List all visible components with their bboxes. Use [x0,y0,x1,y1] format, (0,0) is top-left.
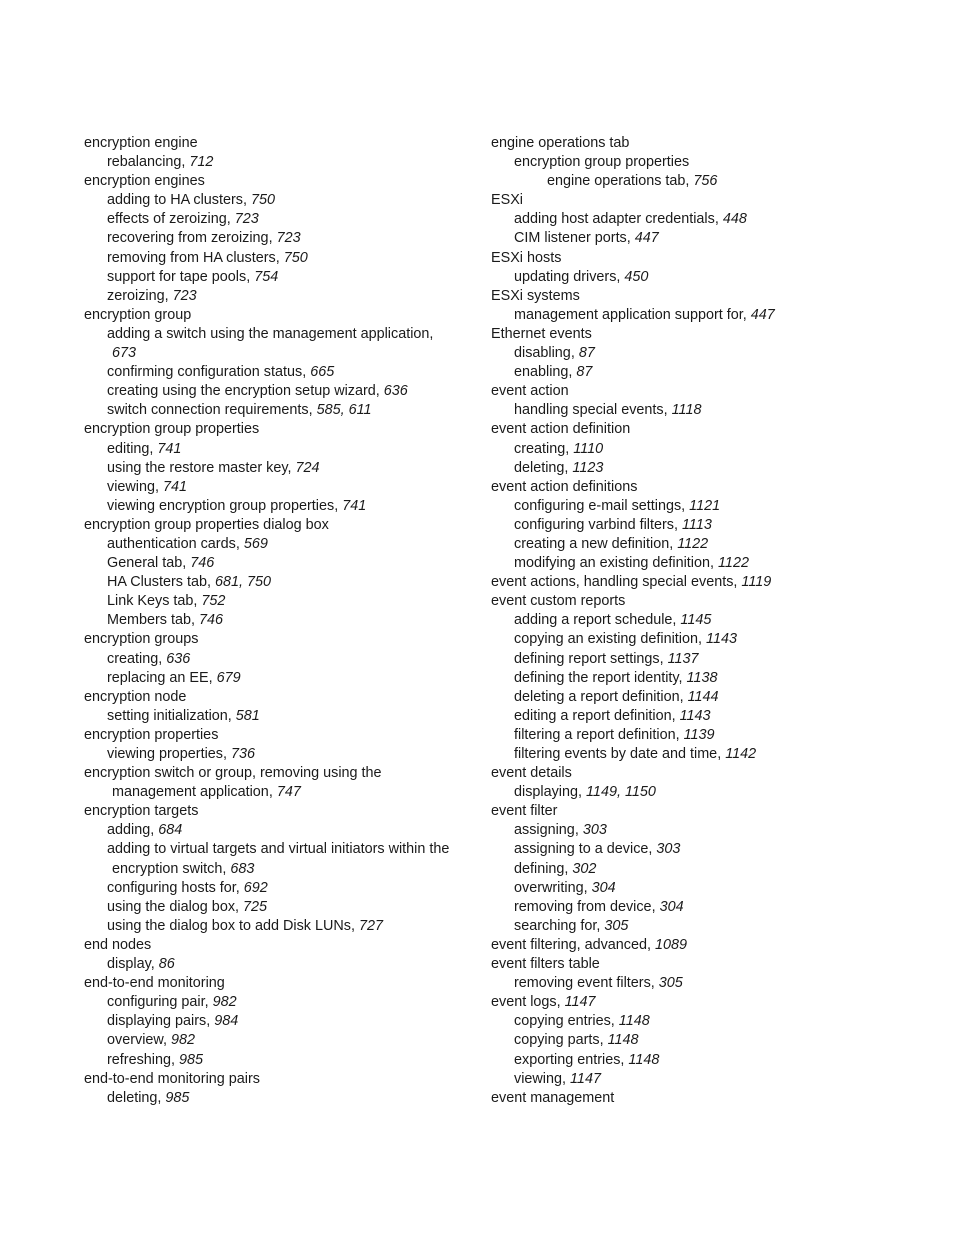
page-reference: 1149, 1150 [586,784,656,801]
page-reference: 736 [230,746,255,762]
page-reference: 87 [576,364,593,381]
index-entry [491,325,911,344]
index-entry: event actions, handling special events, 1119 [491,574,772,591]
index-entry: handling special events, 1118 [514,402,702,419]
index-term: viewing [107,478,155,495]
index-entry: CIM listener ports, 447 [514,230,659,247]
index-entry [491,191,911,210]
page-reference: 1123 [572,459,604,476]
index-term: using the dialog box to add Disk LUNs [107,917,351,934]
index-entry [84,325,474,344]
page-reference: 305 [604,917,629,934]
index-term: ESXi systems [491,287,580,304]
page-reference: 756 [693,173,718,190]
index-entry: Members tab, 746 [107,612,223,629]
index-entry [84,306,474,325]
index-term: recovering from zeroizing [107,230,269,247]
index-term: encryption engine [84,135,198,151]
index-entry: setting initialization, 581 [107,707,260,724]
index-entry [491,955,911,974]
page-reference: 448 [722,211,747,228]
index-entry [491,153,911,172]
index-entry: defining, 302 [514,860,597,877]
index-entry: refreshing, 985 [107,1051,204,1068]
index-term: configuring e-mail settings [514,497,682,514]
index-entry [84,936,474,955]
page-reference: 302 [572,860,597,877]
index-term: event filtering, advanced [491,936,647,953]
index-term: replacing an EE [107,669,209,686]
index-term: event filter [491,803,558,820]
page-reference: 1119 [741,574,772,591]
index-entry: removing event filters, 305 [514,975,683,992]
index-term: display [107,956,151,973]
page-reference: 741 [342,497,367,514]
index-entry: encryption switch, 683 [112,860,255,877]
index-term: setting initialization [107,707,228,724]
index-term: using the dialog box [107,898,236,915]
page-reference: 692 [243,879,268,896]
page-reference: 754 [254,268,279,285]
index-entry [84,420,474,439]
index-entry [84,134,474,153]
index-term: encryption engines [84,173,205,190]
index-term: viewing [514,1070,562,1087]
index-term: creating [514,440,566,457]
index-entry [491,764,911,783]
index-entry: deleting, 1123 [514,459,604,476]
index-entry: rebalancing, 712 [107,154,214,171]
index-entry: displaying, 1149, 1150 [514,784,656,801]
page-reference: 723 [172,287,197,304]
index-entry: assigning, 303 [514,822,607,839]
index-term: HA Clusters tab [107,574,207,591]
index-term: searching for [514,917,597,934]
page-reference: 1148 [607,1032,639,1049]
page-reference: 1148 [628,1051,660,1068]
index-term: adding to virtual targets and virtual initiators within the [107,841,450,858]
page-reference: 741 [157,440,182,457]
index-entry: creating a new definition, 1122 [514,535,709,552]
index-term: end nodes [84,936,152,953]
index-entry [491,134,911,153]
index-term: disabling [514,345,571,362]
index-term: copying an existing definition [514,631,699,648]
index-entry [84,1070,474,1089]
page-reference: 304 [659,898,684,915]
page-reference: 750 [283,249,308,266]
index-term: authentication cards [107,535,236,552]
index-term: zeroizing [107,287,165,304]
index-entry: copying parts, 1148 [514,1032,639,1049]
index-entry: configuring varbind filters, 1113 [514,516,712,533]
page-reference: 1142 [725,746,757,762]
page-reference: 303 [656,841,681,858]
page-reference: 665 [310,364,335,381]
index-term: event actions, handling special events [491,574,734,591]
index-entry [84,344,474,363]
index-term: configuring varbind filters [514,516,674,533]
index-term: management application [112,784,269,801]
index-term: encryption properties [84,726,219,743]
index-entry: event logs, 1147 [491,994,596,1011]
page-reference: 746 [198,612,223,629]
index-term: adding [107,822,151,839]
index-entry: display, 86 [107,956,175,973]
index-term: refreshing [107,1051,171,1068]
page-reference: 1143 [679,707,711,724]
index-entry: management application, 747 [112,784,301,801]
index-entry: updating drivers, 450 [514,268,649,285]
index-term: editing a report definition [514,707,672,724]
index-entry: copying an existing definition, 1143 [514,631,737,648]
index-term: defining the report identity [514,669,679,686]
page-reference: 1147 [564,994,596,1011]
index-entry: enabling, 87 [514,364,593,381]
page-reference: 984 [214,1013,239,1030]
page-reference: 1089 [655,936,688,953]
index-term: using the restore master key [107,459,288,476]
index-entry: confirming configuration status, 665 [107,364,335,381]
index-term: overwriting [514,879,584,896]
index-term: ESXi hosts [491,249,562,266]
index-term: encryption group [84,306,192,323]
index-entry: using the restore master key, 724 [107,459,320,476]
index-entry: using the dialog box, 725 [107,898,268,915]
index-term: enabling [514,364,569,381]
index-entry: defining the report identity, 1138 [514,669,718,686]
index-entry: overview, 982 [107,1032,196,1049]
page-reference: 723 [276,230,301,247]
page-reference: 636 [166,650,191,667]
index-term: displaying pairs [107,1013,207,1030]
index-term: end-to-end monitoring pairs [84,1070,260,1087]
index-entry: recovering from zeroizing, 723 [107,230,301,247]
page-reference: 712 [189,154,214,171]
index-entry: modifying an existing definition, 1122 [514,555,749,572]
index-term: viewing encryption group properties [107,497,335,514]
index-term: creating a new definition [514,535,670,552]
page-reference: 1138 [686,669,718,686]
index-entry: disabling, 87 [514,345,595,362]
page-reference: 982 [171,1032,196,1049]
index-term: encryption switch [112,860,223,877]
index-entry [84,172,474,191]
index-term: encryption group properties dialog box [84,516,329,533]
page-reference: 1147 [570,1070,601,1087]
page-reference: 1113 [681,516,712,533]
page-reference: 1148 [618,1013,650,1030]
index-term: CIM listener ports [514,230,627,247]
page-reference: 1122 [718,555,749,572]
index-term: deleting [514,459,565,476]
index-term: event action [491,383,569,400]
index-entry [84,726,474,745]
index-entry: Link Keys tab, 752 [107,593,226,610]
page-reference: 1122 [677,535,709,552]
index-term: encryption targets [84,803,199,820]
index-entry: assigning to a device, 303 [514,841,681,858]
page-reference: 581 [235,707,260,724]
index-term: engine operations tab [491,135,630,151]
index-term: support for tape pools [107,268,247,285]
index-term: event action definitions [491,478,638,495]
index-term: configuring hosts for [107,879,236,896]
index-entry: editing, 741 [107,440,182,457]
index-entry: exporting entries, 1148 [514,1051,660,1068]
index-term: Ethernet events [491,325,592,342]
index-term: management application support for [514,306,743,323]
index-entry: copying entries, 1148 [514,1013,650,1030]
index-entry [491,592,911,611]
index-entry: filtering a report definition, 1139 [514,726,715,743]
index-entry: displaying pairs, 984 [107,1013,239,1030]
index-entry [84,630,474,649]
index-entry: HA Clusters tab, 681, 750 [107,574,272,591]
index-entry: effects of zeroizing, 723 [107,211,259,228]
page-reference: 447 [634,230,659,247]
index-entry: configuring hosts for, 692 [107,879,268,896]
page-reference: 725 [243,898,268,915]
index-term: removing from device [514,898,652,915]
index-term: encryption group properties [84,421,260,438]
index-entry: replacing an EE, 679 [107,669,241,686]
page-reference: 1145 [680,612,712,629]
page-reference: 304 [591,879,616,896]
index-entry: deleting, 985 [107,1089,190,1106]
page-reference: 746 [190,555,215,572]
index-entry [491,802,911,821]
index-entry: editing a report definition, 1143 [514,707,711,724]
page-reference: 303 [582,822,607,839]
page-reference: 741 [163,478,188,495]
index-column-left [84,134,474,1108]
index-term: confirming configuration status [107,364,303,381]
index-entry [84,802,474,821]
index-entry: viewing properties, 736 [107,746,255,762]
index-term: copying entries [514,1013,611,1030]
page-reference: 1121 [689,497,721,514]
index-entry: adding to HA clusters, 750 [107,192,276,209]
index-term: viewing properties [107,746,223,762]
index-term: switch connection requirements [107,402,309,419]
index-term: event management [491,1089,615,1106]
index-entry: removing from device, 304 [514,898,684,915]
index-entry: zeroizing, 723 [107,287,197,304]
index-term: adding a switch using the management application, [107,325,434,342]
index-entry: creating, 1110 [514,440,604,457]
page-reference: 86 [158,956,175,973]
index-entry: filtering events by date and time, 1142 [514,746,757,762]
index-term: rebalancing [107,154,182,171]
index-term: ESXi [491,192,523,209]
page-reference: 636 [383,383,408,400]
page-reference: 450 [624,268,649,285]
index-entry: viewing encryption group properties, 741 [107,497,367,514]
index-term: copying parts [514,1032,600,1049]
index-term: General tab [107,555,183,572]
index-term: encryption switch or group, removing using the [84,765,382,782]
page-reference: 1143 [706,631,737,648]
page-reference: 673 [112,345,137,362]
index-term: removing event filters [514,975,651,992]
page-reference: 1118 [671,402,702,419]
index-term: modifying an existing definition [514,555,710,572]
page-reference: 723 [234,211,259,228]
index-term: adding a report schedule [514,612,673,629]
index-entry: viewing, 741 [107,478,188,495]
index-entry [491,1089,911,1108]
index-entry [491,249,911,268]
index-entry: adding a report schedule, 1145 [514,612,712,629]
page-reference: 724 [295,459,320,476]
index-entry: configuring pair, 982 [107,994,237,1011]
page-reference: 985 [165,1089,190,1106]
index-term: adding host adapter credentials [514,211,715,228]
index-term: configuring pair [107,994,205,1011]
index-entry: switch connection requirements, 585, 611 [107,402,372,419]
index-term: deleting a report definition [514,688,680,705]
index-entry [84,974,474,993]
page-reference: 305 [658,975,683,992]
index-term: end-to-end monitoring [84,975,225,992]
page-reference: 985 [179,1051,204,1068]
index-entry: viewing, 1147 [514,1070,601,1087]
page-reference: 569 [243,535,268,552]
page-reference: 1110 [573,440,604,457]
index-term: encryption groups [84,631,199,648]
index-term: removing from HA clusters [107,249,276,266]
page-reference: 1137 [667,650,699,667]
index-term: creating using the encryption setup wizard [107,383,376,400]
index-term: event action definition [491,421,631,438]
index-term: creating [107,650,159,667]
index-term: effects of zeroizing [107,211,227,228]
index-term: Members tab [107,612,191,629]
index-term: deleting [107,1089,158,1106]
index-entry [84,840,474,859]
index-term: defining [514,860,565,877]
index-term: handling special events [514,402,664,419]
index-entry: management application support for, 447 [514,306,775,323]
index-term: encryption group properties [514,154,690,171]
index-entry: authentication cards, 569 [107,535,268,552]
index-entry: adding, 684 [107,822,183,839]
page-reference: 87 [578,345,595,362]
page-reference: 447 [750,306,775,323]
index-entry: configuring e-mail settings, 1121 [514,497,721,514]
index-entry [84,516,474,535]
index-term: assigning to a device [514,841,649,858]
page-reference: 727 [358,917,383,934]
index-entry [491,287,911,306]
index-entry [84,764,474,783]
index-entry [491,478,911,497]
index-entry [491,420,911,439]
index-term: Link Keys tab [107,593,194,610]
index-entry: creating, 636 [107,650,191,667]
index-term: exporting entries [514,1051,621,1068]
index-term: editing [107,440,150,457]
index-term: updating drivers [514,268,617,285]
index-term: event logs [491,994,557,1011]
index-entry: overwriting, 304 [514,879,616,896]
index-term: filtering events by date and time [514,746,718,762]
index-term: engine operations tab [547,173,686,190]
index-term: event custom reports [491,593,626,610]
page-reference: 982 [212,994,237,1011]
index-term: encryption node [84,688,187,705]
index-entry: General tab, 746 [107,555,215,572]
index-entry [491,382,911,401]
index-entry: using the dialog box to add Disk LUNs, 727 [107,917,383,934]
index-entry: adding host adapter credentials, 448 [514,211,747,228]
index-term: displaying [514,784,578,801]
index-entry: event filtering, advanced, 1089 [491,936,688,953]
index-term: filtering a report definition [514,726,676,743]
page-reference: 585, 611 [316,402,372,419]
index-entry: defining report settings, 1137 [514,650,699,667]
page-reference: 1139 [683,726,715,743]
page-reference: 681, 750 [214,574,272,591]
index-entry: deleting a report definition, 1144 [514,688,719,705]
page-reference: 684 [158,822,183,839]
index-entry: searching for, 305 [514,917,629,934]
index-term: defining report settings [514,650,660,667]
index-entry: creating using the encryption setup wizard, 636 [107,383,408,400]
page-reference: 750 [251,192,276,209]
page-reference: 1144 [687,688,719,705]
page-reference: 679 [216,669,241,686]
page-reference: 752 [201,593,226,610]
index-term: event details [491,765,572,782]
index-entry: engine operations tab, 756 [547,173,718,190]
index-column-right [491,134,911,1108]
index-entry: removing from HA clusters, 750 [107,249,308,266]
index-entry: support for tape pools, 754 [107,268,279,285]
index-term: assigning [514,822,575,839]
page-reference: 747 [276,784,301,801]
index-term: overview [107,1032,163,1049]
page-reference: 683 [230,860,255,877]
index-term: event filters table [491,956,600,973]
index-entry [84,688,474,707]
index-term: adding to HA clusters [107,192,243,209]
